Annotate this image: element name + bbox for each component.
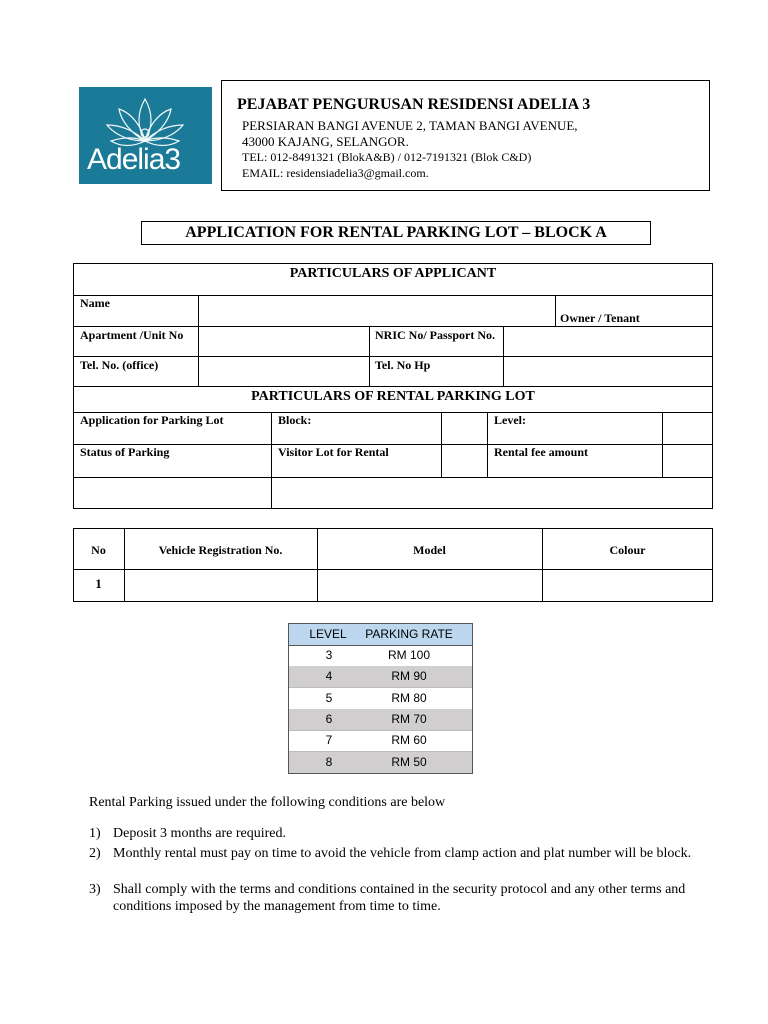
- vehicle-registration-field[interactable]: [125, 570, 317, 601]
- rate-level: 7: [325, 733, 333, 748]
- rate-value: RM 80: [391, 690, 427, 705]
- rate-level: 5: [325, 690, 333, 705]
- condition-text: Shall comply with the terms and conditions contained in the security protocol and any other terms and conditions imposed by the management from time to time.: [113, 882, 686, 914]
- rate-level: 8: [325, 754, 333, 769]
- address-line-2: 43000 KAJANG, SELANGOR.: [242, 134, 409, 149]
- rate-row: [289, 688, 472, 710]
- rate-table-header: [289, 624, 472, 646]
- fee-amount-field[interactable]: [272, 478, 713, 508]
- level-field[interactable]: [663, 413, 713, 444]
- rate-value: RM 70: [391, 711, 427, 726]
- header-box: [221, 80, 710, 191]
- rate-header-level: LEVEL: [309, 627, 347, 641]
- rate-value: RM 90: [391, 669, 427, 684]
- rate-level: 6: [325, 711, 333, 726]
- rate-value: RM 60: [391, 733, 427, 748]
- rate-row: [289, 709, 472, 731]
- rate-row: [289, 752, 472, 773]
- conditions-intro: Rental Parking issued under the following conditions are below: [89, 795, 446, 810]
- rate-value: RM 100: [387, 648, 431, 662]
- condition-number: 1): [89, 826, 101, 841]
- rate-level: 3: [325, 648, 333, 662]
- status-field[interactable]: [74, 478, 271, 508]
- rate-value: RM 50: [391, 754, 427, 769]
- rate-row: [289, 730, 472, 752]
- vehicle-header-registration: Vehicle Registration No.: [158, 543, 283, 557]
- rate-row: [289, 645, 472, 667]
- unit-field[interactable]: [199, 327, 369, 356]
- rate-level: 4: [325, 669, 333, 684]
- name-field[interactable]: [199, 296, 555, 326]
- address-line-1: PERSIARAN BANGI AVENUE 2, TAMAN BANGI AVENUE,: [242, 118, 578, 133]
- condition-text: Monthly rental must pay on time to avoid the vehicle from clamp action and plat number will be block.: [113, 846, 692, 861]
- fee-field[interactable]: [663, 445, 713, 477]
- rate-row: [289, 666, 472, 688]
- adelia3-logo: [79, 87, 212, 184]
- vehicle-model-field[interactable]: [318, 570, 542, 601]
- parking-rate-table: [288, 623, 473, 774]
- vehicle-colour-field[interactable]: [543, 570, 712, 601]
- vehicle-row-no: 1: [95, 576, 102, 591]
- tel-office-field[interactable]: [199, 357, 369, 386]
- vehicle-header-colour: Colour: [609, 543, 646, 557]
- email: EMAIL: residensiadelia3@gmail.com.: [242, 166, 429, 180]
- parking-section-title: PARTICULARS OF RENTAL PARKING LOT: [251, 389, 535, 404]
- form-title: APPLICATION FOR RENTAL PARKING LOT – BLOCK A: [141, 221, 651, 245]
- rate-header-rate: PARKING RATE: [365, 627, 453, 641]
- tel-hp-field[interactable]: [504, 357, 713, 386]
- visitor-field[interactable]: [442, 445, 487, 477]
- logo-text: Adelia3: [87, 143, 181, 176]
- nric-field[interactable]: [504, 327, 713, 356]
- condition-text: Deposit 3 months are required.: [113, 826, 287, 841]
- telephone: TEL: 012-8491321 (BlokA&B) / 012-7191321 (Blok C&D): [242, 150, 532, 164]
- condition-number: 2): [89, 846, 101, 861]
- block-field[interactable]: [442, 413, 487, 444]
- vehicle-header-no: No: [91, 543, 106, 557]
- applicant-section-title: PARTICULARS OF APPLICANT: [289, 266, 497, 281]
- condition-number: 3): [89, 882, 101, 897]
- org-name: PEJABAT PENGURUSAN RESIDENSI ADELIA 3: [237, 96, 591, 113]
- vehicle-header-model: Model: [413, 543, 446, 557]
